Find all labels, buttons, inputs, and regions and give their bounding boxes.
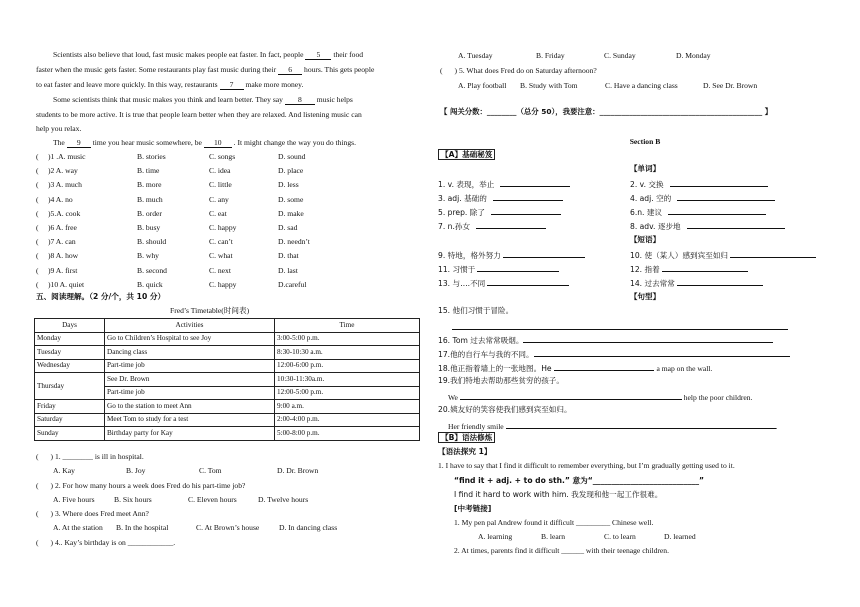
answer-line[interactable] bbox=[500, 178, 570, 187]
q5-options: A. Play football B. Study with Tom C. Have a dancing class D. See Dr. Brown bbox=[458, 81, 758, 90]
answer-paren: ( bbox=[36, 208, 39, 218]
cloze-option[interactable]: B. should bbox=[137, 237, 167, 247]
cloze-option[interactable]: C. what bbox=[209, 251, 233, 261]
answer-line[interactable] bbox=[677, 192, 775, 201]
phrase-item: 9. 特地，格外努力 bbox=[438, 249, 585, 260]
sentence-17: 17.他的自行车与我的不同。 bbox=[438, 348, 790, 359]
phrase-item: 12. 指着 bbox=[630, 263, 748, 274]
cloze-option[interactable]: C. happy bbox=[209, 223, 237, 232]
exam-link: [中考链接] bbox=[454, 504, 492, 513]
right-column bbox=[430, 0, 860, 607]
cloze-option[interactable]: C. can’t bbox=[209, 237, 233, 247]
cloze-option[interactable]: C. any bbox=[209, 194, 229, 204]
exercise-1: 1. My pen pal Andrew found it difficult _________ Chinese well. bbox=[454, 518, 654, 527]
cloze-option[interactable]: D. that bbox=[278, 251, 299, 261]
table-row: Monday Go to Children’s Hospital to see Joy 3:00-5:00 p.m. bbox=[35, 332, 420, 346]
cloze-option[interactable]: D. make bbox=[278, 208, 304, 218]
cloze-option[interactable]: C. happy bbox=[209, 279, 237, 289]
answer-line[interactable] bbox=[476, 220, 546, 229]
q4-options: A. Tuesday B. Friday C. Sunday D. Monday bbox=[458, 51, 711, 60]
answer-line[interactable] bbox=[487, 277, 569, 286]
phrase-item: 11. 习惯于 bbox=[438, 263, 559, 274]
cloze-option[interactable]: B. why bbox=[137, 251, 159, 261]
blank-7[interactable]: 7 bbox=[220, 81, 244, 90]
answer-line[interactable] bbox=[477, 263, 559, 272]
section-b-tag: 【B】语法修炼 bbox=[438, 432, 495, 443]
exercise-2: 2. At times, parents find it difficult ______ with their teenage children. bbox=[454, 546, 669, 555]
cloze-option[interactable]: D. needn’t bbox=[278, 237, 310, 247]
question-1: ( ) 1. ________ is ill in hospital. bbox=[36, 452, 144, 461]
question-3: ( ) 3. Where does Fred meet Ann? bbox=[36, 509, 149, 518]
cloze-option[interactable]: B. stories bbox=[137, 152, 166, 161]
blank-9[interactable]: 9 bbox=[67, 139, 91, 148]
blank-10[interactable]: 10 bbox=[204, 139, 232, 148]
score-line: 【 闯关分数：________（总分 50），我要注意：____________________________________________ 】 bbox=[440, 107, 773, 116]
passage-line: help you relax. bbox=[36, 124, 82, 133]
cloze-option[interactable]: B. busy bbox=[137, 223, 161, 232]
sentence-20-answer: Her friendly smile . bbox=[448, 422, 778, 431]
section-b-title: Section B bbox=[629, 137, 661, 146]
passage-line: Some scientists think that music makes you think and learn better. They say 8 music helps bbox=[53, 95, 353, 104]
cloze-option[interactable]: B. more bbox=[137, 180, 162, 190]
answer-line[interactable] bbox=[668, 206, 766, 215]
cloze-option[interactable]: D. sad bbox=[278, 223, 298, 232]
table-row: Part-time job 12:00-5:00 p.m. bbox=[35, 386, 420, 400]
cloze-option[interactable]: D. less bbox=[278, 180, 299, 190]
cloze-option[interactable]: B. quick bbox=[137, 279, 163, 289]
cloze-option-a[interactable]: )3 A. much bbox=[48, 180, 82, 190]
phrase-item: 10. 使（某人）感到宾至如归 bbox=[630, 249, 816, 260]
section-a-tag: 【A】基础秘笈 bbox=[438, 149, 495, 160]
q1-options: A. Kay B. Joy C. Tom D. Dr. Brown bbox=[53, 466, 319, 475]
sentence-19: 19.我们特地去帮助那些贫穷的孩子。 bbox=[438, 376, 564, 385]
sentence-20: 20.姨友好的笑容使我们感到宾至如归。 bbox=[438, 405, 572, 414]
cloze-option[interactable]: B. much bbox=[137, 194, 163, 204]
sentence-18: 18.他正指着墙上的一张地图。He a map on the wall. bbox=[438, 364, 713, 373]
cloze-option-a[interactable]: )2 A. way bbox=[48, 166, 78, 176]
passage-line: faster when the music gets faster. Some restaurants play fast music during their 6 hours. This gets people bbox=[36, 65, 375, 74]
vocab-item: 2. v. 交换 bbox=[630, 178, 768, 189]
answer-paren: ( bbox=[36, 166, 39, 176]
table-row: Tuesday Dancing class 8:30-10:30 a.m. bbox=[35, 346, 420, 360]
cloze-option[interactable]: C. little bbox=[209, 180, 232, 190]
vocab-item: 4. adj. 空的 bbox=[630, 192, 775, 203]
cloze-option[interactable]: C. next bbox=[209, 265, 231, 275]
cloze-option[interactable]: B. time bbox=[137, 166, 160, 176]
vocab-item: 7. n.孙女 bbox=[438, 220, 546, 231]
exercise-1-options: A. learning B. learn C. to learn D. learned bbox=[478, 532, 696, 541]
phrases-title: 【短语】 bbox=[629, 235, 661, 244]
cloze-option[interactable]: D. last bbox=[278, 265, 298, 275]
answer-line[interactable] bbox=[662, 263, 748, 272]
reading-title: 五、阅读理解。（2 分/个，共 10 分） bbox=[36, 292, 166, 301]
vocab-item: 6.n. 建议 bbox=[630, 206, 766, 217]
cloze-option[interactable]: D.careful bbox=[278, 279, 307, 289]
vocab-item: 8. adv. 逐步地 bbox=[630, 220, 785, 231]
table-title: Fred’s Timetable(时间表) bbox=[170, 306, 250, 315]
header-days: Days bbox=[35, 319, 105, 333]
table-row: Wednesday Part-time job 12:00-6:00 p.m. bbox=[35, 359, 420, 373]
cloze-option-a[interactable]: )7 A. can bbox=[48, 237, 76, 247]
answer-line[interactable] bbox=[493, 192, 563, 201]
vocab-item: 3. adj. 基础的 bbox=[438, 192, 563, 203]
cloze-option-a[interactable]: )10 A. quiet bbox=[48, 279, 85, 289]
passage-line: students to be more active. It is true that people learn better when they are relaxed. And listening music can bbox=[36, 110, 362, 119]
grammar-title: 【语法探究 1】 bbox=[438, 447, 492, 456]
passage-line: Scientists also believe that loud, fast music makes people eat faster. In fact, people 5 their food bbox=[53, 50, 364, 59]
question-2: ( ) 2. For how many hours a week does Fred do his part-time job? bbox=[36, 481, 246, 490]
answer-line[interactable] bbox=[452, 321, 788, 330]
cloze-option[interactable]: D. place bbox=[278, 166, 304, 176]
cloze-option[interactable]: B. second bbox=[137, 265, 167, 275]
passage-line: The 9 time you hear music somewhere, be 10 . It might change the way you do things. bbox=[53, 138, 356, 147]
grammar-pattern: “find it + adj. + to do sth.” 意为“____________________________” bbox=[454, 476, 705, 485]
answer-line[interactable] bbox=[491, 206, 561, 215]
table-row: Saturday Meet Tom to study for a test 2:00-4:00 p.m. bbox=[35, 413, 420, 427]
words-title: 【单词】 bbox=[629, 164, 661, 173]
answer-line[interactable] bbox=[677, 277, 763, 286]
cloze-option-a[interactable]: )5.A. cook bbox=[48, 208, 81, 218]
cloze-option[interactable]: C. songs bbox=[209, 152, 236, 161]
cloze-option-a[interactable]: )8 A. how bbox=[48, 251, 79, 261]
table-row: Thursday See Dr. Brown 10:30-11:30a.m. bbox=[35, 373, 420, 387]
answer-paren: ( bbox=[36, 194, 39, 204]
header-activities: Activities bbox=[105, 319, 275, 333]
sentence-19-answer: We help the poor children. bbox=[448, 393, 753, 402]
cloze-option[interactable]: D. some bbox=[278, 194, 304, 204]
cloze-option[interactable]: C. idea bbox=[209, 166, 231, 176]
question-4: ( ) 4.. Kay’s birthday is on ____________. bbox=[36, 538, 176, 547]
answer-paren: ( bbox=[36, 223, 39, 232]
timetable bbox=[34, 318, 420, 441]
answer-line[interactable] bbox=[503, 249, 585, 258]
grammar-example: I find it hard to work with him. 我发现和他一起工作很难。 bbox=[454, 490, 663, 499]
blank-5[interactable]: 5 bbox=[305, 51, 331, 60]
cloze-option-a[interactable]: )4 A. no bbox=[48, 194, 73, 204]
blank-8[interactable]: 8 bbox=[285, 96, 315, 105]
vocab-item: 5. prep. 除了 bbox=[438, 206, 561, 217]
cloze-option-a[interactable]: )9 A. first bbox=[48, 265, 78, 275]
sentence-15: 15. 他们习惯于冒险。 bbox=[438, 306, 514, 315]
cloze-option-a[interactable]: )6 A. free bbox=[48, 223, 77, 232]
q2-options: A. Five hours B. Six hours C. Eleven hours D. Twelve hours bbox=[53, 495, 309, 504]
cloze-option[interactable]: B. order bbox=[137, 208, 162, 218]
cloze-option-a[interactable]: )1 .A. music bbox=[48, 152, 86, 161]
answer-line[interactable] bbox=[670, 178, 768, 187]
table-row: Friday Go to the station to meet Ann 9:00 a.m. bbox=[35, 400, 420, 414]
blank-6[interactable]: 6 bbox=[278, 66, 302, 75]
header-time: Time bbox=[275, 319, 420, 333]
passage-line: to eat faster and leave more quickly. In this way, restaurants 7 make more money. bbox=[36, 80, 304, 89]
phrase-item: 13. 与….不同 bbox=[438, 277, 569, 288]
cloze-option[interactable]: D. sound bbox=[278, 152, 306, 161]
phrase-item: 14. 过去常常 bbox=[630, 277, 763, 288]
cloze-option[interactable]: C. eat bbox=[209, 208, 227, 218]
table-row: Sunday Birthday party for Kay 5:00-8:00 p.m. bbox=[35, 427, 420, 441]
answer-line[interactable] bbox=[687, 220, 785, 229]
answer-paren: ( bbox=[36, 152, 39, 161]
sentence-16: 16. Tom 过去常常吸烟。 bbox=[438, 334, 773, 345]
vocab-item: 1. v. 表现，举止 bbox=[438, 178, 570, 189]
answer-paren: ( bbox=[36, 237, 39, 247]
question-5: ( ) 5. What does Fred do on Saturday afternoon? bbox=[440, 66, 597, 75]
answer-paren: ( bbox=[36, 279, 39, 289]
q3-options: A. At the station B. In the hospital C. At Brown’s house D. In dancing class bbox=[53, 523, 338, 532]
grammar-sentence: 1. I have to say that I find it difficult to remember everything, but I’m gradually getting used to it. bbox=[438, 461, 735, 470]
answer-paren: ( bbox=[36, 265, 39, 275]
sentences-title: 【句型】 bbox=[629, 292, 661, 301]
answer-paren: ( bbox=[36, 251, 39, 261]
answer-paren: ( bbox=[36, 180, 39, 190]
answer-line[interactable] bbox=[730, 249, 816, 258]
